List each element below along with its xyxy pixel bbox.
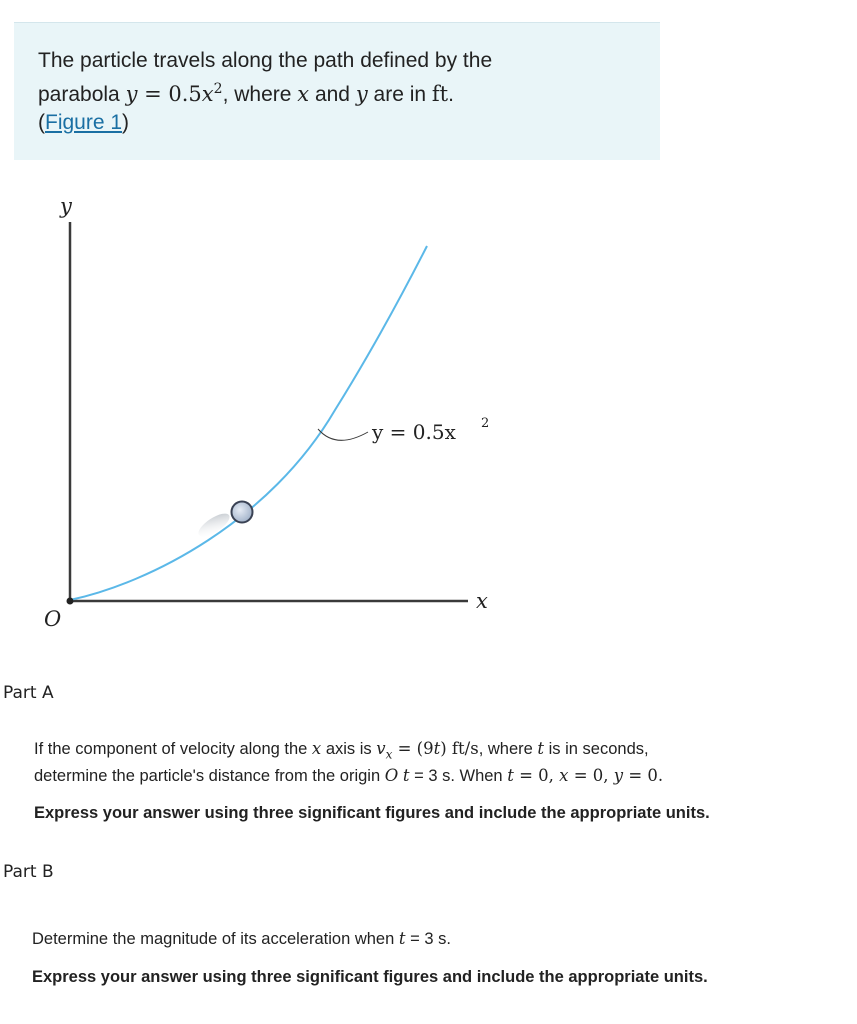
velocity-units: ) ft/s <box>440 739 479 758</box>
figure-svg <box>40 188 510 638</box>
x-axis-label: x <box>476 589 488 613</box>
part-b-instruction: Express your answer using three significant figures and include the appropriate units. <box>32 968 708 986</box>
variable-y: y <box>355 82 368 106</box>
question-text: determine the particle's distance from the origin <box>34 767 385 786</box>
variable-t: t <box>537 739 545 758</box>
equation-x: x <box>201 82 214 106</box>
paren: ( <box>38 111 45 134</box>
origin-label: O <box>44 607 62 631</box>
question-math: = 0, <box>513 766 560 786</box>
variable-x: x <box>297 82 310 106</box>
statement-text: are in <box>367 83 432 106</box>
equation-y: y <box>125 82 138 106</box>
question-text: Determine the magnitude of its acceleration when <box>32 930 399 948</box>
equation-exponent: 2 <box>213 81 223 97</box>
particle-ball <box>232 502 253 523</box>
question-text: , where <box>478 740 538 758</box>
velocity-expression: = (9 <box>392 739 434 758</box>
variable-t: t <box>507 766 514 786</box>
question-math: = 0. <box>623 766 664 786</box>
variable-t: t <box>402 766 410 786</box>
question-math: = 0, <box>568 766 614 786</box>
question-text: If the component of velocity along the <box>34 740 312 758</box>
part-a-instruction: Express your answer using three significant figures and include the appropriate units. <box>34 804 710 822</box>
variable-y: y <box>613 766 624 786</box>
statement-text: and <box>309 83 356 106</box>
figure-1 <box>40 188 510 638</box>
unit-ft: ft <box>431 82 449 106</box>
problem-statement-box <box>14 22 660 160</box>
velocity-symbol: v <box>376 739 386 758</box>
statement-line-1: The particle travels along the path defined by the <box>38 49 493 72</box>
y-axis-label: y <box>60 194 72 218</box>
variable-t: t <box>433 739 441 758</box>
part-a-line-2 <box>34 765 834 787</box>
figure-1-link[interactable]: Figure 1 <box>45 111 123 134</box>
variable-x: x <box>311 739 322 758</box>
equation-coefficient: = 0.5 <box>137 82 202 106</box>
part-a-label[interactable]: Part A <box>3 683 54 703</box>
part-b-label[interactable]: Part B <box>3 862 54 882</box>
statement-text: . <box>448 83 454 106</box>
question-text: = 3 s. When <box>409 767 508 786</box>
statement-line-3 <box>38 109 648 137</box>
origin-symbol: O <box>384 766 399 786</box>
variable-x: x <box>559 766 569 786</box>
curve-label: y = 0.5x <box>372 420 456 444</box>
variable-t: t <box>398 929 406 948</box>
problem-statement <box>38 47 648 137</box>
part-a-question <box>34 738 834 787</box>
origin-point <box>67 598 74 605</box>
velocity-subscript: x <box>385 747 393 762</box>
part-a-line-1 <box>34 738 834 765</box>
question-text: = 3 s. <box>405 930 451 948</box>
statement-text: , where <box>222 83 298 106</box>
statement-text: parabola <box>38 83 126 106</box>
part-b-question <box>32 928 832 950</box>
statement-line-2 <box>38 75 648 109</box>
curve-label-leader <box>318 429 368 440</box>
question-text: is in seconds, <box>544 740 649 758</box>
paren: ) <box>122 111 130 134</box>
question-text: axis is <box>321 740 377 758</box>
curve-label-exponent: 2 <box>481 416 490 431</box>
